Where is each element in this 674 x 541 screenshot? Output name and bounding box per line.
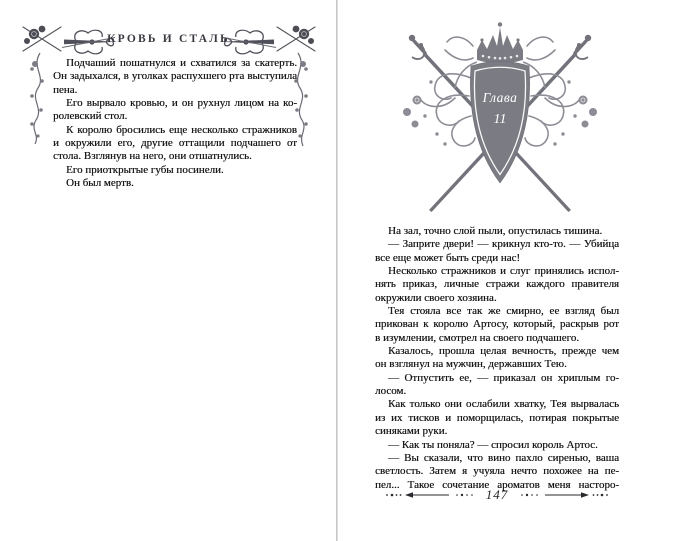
text-line: нять приказ, личные стражи каждого правителя [375, 278, 619, 291]
text-line: прикован к королю Артосу, который, раскрыв рот [375, 318, 619, 331]
chapter-label: Глава [482, 90, 518, 105]
page-footer [375, 486, 619, 504]
text-line: Он задыхался, в уголках распухшего рта выступила [53, 70, 297, 83]
footer-flourish-right-icon [513, 489, 609, 501]
footer-flourish-left-icon [385, 489, 481, 501]
text-line: На зал, точно слой пыли, опустилась тишина. [388, 225, 603, 237]
text-line: пел... Такое сочетание ароматов меня насторо- [375, 478, 619, 491]
text-line: — Вы сказали, что вино пахло сиренью, ваша [388, 451, 619, 464]
text-line: — Как ты поняла? — спросил король Артос. [388, 438, 598, 451]
text-line: он взглянул на мужчин, державших Тею. [375, 358, 567, 371]
text-line: Как только они ослабили хватку, Тея вырвалась [388, 398, 619, 411]
text-line: окружили своего хозяина. [375, 291, 497, 304]
text-line: — Отпустить ее, — приказал он хриплым го- [388, 371, 619, 384]
text-line: все еще может быть среди нас! [375, 251, 521, 264]
text-line: стола. Взглянув на него, они отшатнулись. [53, 150, 252, 163]
text-line: светлость. Затем я учуяла нечто похожее на пе- [375, 465, 619, 478]
text-line: К королю бросились еще несколько стражников [66, 123, 297, 136]
text-line: в изумлении, смотрел на своего подчашего. [375, 331, 579, 344]
text-line: — Заприте двери! — крикнул кто-то. — Убийца [388, 238, 619, 251]
text-line: синяками руки. [375, 425, 448, 438]
text-line: Подчаший пошатнулся и схватился за скатерть. [66, 57, 297, 69]
text-line: Казалось, прошла целая вечность, прежде чем [388, 345, 619, 358]
page-number: 147 [485, 487, 509, 502]
text-line: и окружили его, другие оттащили подчашего от [53, 137, 297, 150]
running-title: КРОВЬ И СТАЛЬ [107, 33, 230, 45]
text-line: Он был мертв. [66, 177, 134, 190]
right-page-text [375, 225, 619, 492]
text-line: пена. [53, 83, 78, 96]
chapter-number: 11 [493, 112, 507, 127]
text-line: Его приоткрытые губы посинели. [66, 163, 224, 176]
text-line: Несколько стражников и слуг принялись испол- [388, 265, 619, 278]
text-line: Его вырвало кровью, и он рухнул лицом на ко- [66, 97, 297, 110]
right-page [337, 0, 674, 541]
text-line: Тея стояла все так же смирно, ее взгляд был [388, 305, 619, 318]
vine-left-leaves-icon [30, 61, 44, 138]
text-line: из их тисков и поморщилась, потирая покрытые [375, 411, 619, 424]
text-line: лосом. [375, 385, 407, 398]
left-page-text [53, 57, 297, 190]
text-line: ролевский стол. [53, 110, 128, 123]
chapter-emblem [385, 16, 615, 218]
